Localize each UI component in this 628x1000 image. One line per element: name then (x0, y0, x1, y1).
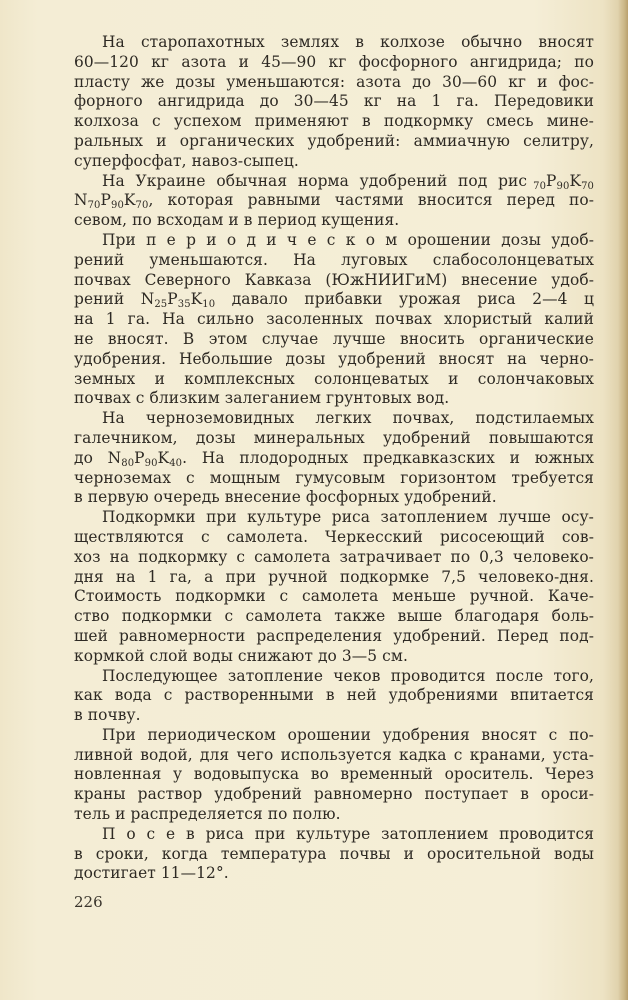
subscript: 70 (581, 180, 594, 192)
text-line (74, 389, 594, 409)
subscript: 35 (177, 299, 191, 311)
text-run: рений уменьшаются. На луговых слабосолонцеватых (74, 250, 594, 269)
text-run: земных и комплексных солонцеватых и солончаковых (74, 369, 594, 388)
text-run: ство подкормки с самолета также выше благодаря боль- (74, 607, 594, 626)
text-run: Последующее затопление чеков проводится после того, (102, 666, 594, 685)
text-run: На Украине обычная норма удобрений под рис (102, 171, 528, 190)
subscript: 90 (556, 180, 570, 192)
text-run: N (74, 191, 88, 210)
text-run: дня на 1 га, а при ручной подкормке 7,5 человеко-дня. (74, 567, 594, 586)
text-run: хоз на подкормку с самолета затрачивает по 0,3 человеко- (74, 547, 594, 566)
text-line (74, 845, 594, 865)
text-run: , которая равными частями вносится перед по- (148, 191, 594, 210)
text-run: не вносят. В этом случае лучше вносить органические (74, 329, 594, 348)
subscript: 80 (121, 457, 135, 469)
text-line (74, 548, 594, 568)
text-run: При периодическом орошении удобрения вносят с по- (102, 725, 594, 744)
text-run: суперфосфат, навоз-сыпец. (74, 151, 299, 170)
text-run: в сроки, когда температура почвы и оросительной воды (74, 844, 594, 863)
subscript: 70 (533, 180, 547, 192)
text-line (74, 429, 594, 449)
text-line (74, 310, 594, 330)
text-run: ществляются с самолета. Черкесский рисосеющий сов- (74, 527, 594, 546)
text-line (74, 112, 594, 132)
text-line (74, 825, 594, 845)
text-run: достигает 11—12°. (74, 864, 229, 883)
text-run: как вода с растворенными в ней удобрениями впитается (74, 686, 594, 705)
text-line (74, 132, 594, 152)
text-line (74, 587, 594, 607)
text-line (74, 73, 594, 93)
subscript: 90 (144, 457, 158, 469)
page-number: 226 (74, 893, 103, 911)
text-line (74, 211, 594, 231)
text-run: в первую очередь внесение фосфорных удобрений. (74, 488, 497, 507)
text-run: 60—120 кг азота и 45—90 кг фосфорного ангидрида; по (74, 52, 594, 71)
text-line (74, 627, 594, 647)
text-line (74, 785, 594, 805)
text-run: K (123, 191, 136, 210)
text-run: ральных и органических удобрений: аммиачную селитру, (74, 131, 594, 150)
text-line (74, 607, 594, 627)
text-run: P (546, 171, 557, 190)
text-run: P (134, 448, 145, 467)
text-run: шей равномерности распределения удобрений. Перед под- (74, 626, 594, 645)
text-run: севом, по всходам и в период кущения. (74, 211, 400, 230)
text-run: П о с е в риса при культуре затоплением проводится (102, 824, 594, 843)
text-line (74, 686, 594, 706)
text-run: форного ангидрида до 30—45 кг на 1 га. Передовики (74, 92, 594, 111)
text-line (74, 726, 594, 746)
text-line (74, 271, 594, 291)
subscript: 10 (202, 299, 216, 311)
text-line (74, 706, 594, 726)
text-line (74, 251, 594, 271)
text-run: на 1 га. На сильно засоленных почвах хлористый калий (74, 310, 594, 329)
text-line (74, 746, 594, 766)
text-line (74, 508, 594, 528)
text-line (74, 172, 594, 192)
subscript: 70 (87, 200, 101, 212)
text-run: новленная у водовыпуска во временный ороситель. Через (74, 765, 594, 784)
text-line (74, 152, 594, 172)
text-run: кормкой слой воды снижают до 3—5 см. (74, 646, 408, 665)
text-line (74, 488, 594, 508)
text-run: почвах с близким залеганием грунтовых вод. (74, 389, 450, 408)
text-run: рений N (74, 290, 155, 309)
text-line (74, 53, 594, 73)
text-run: давало прибавки урожая риса 2—4 ц (215, 290, 595, 309)
text-run: ливной водой, для чего используется кадка с кранами, уста- (74, 745, 594, 764)
text-run: до N (74, 448, 122, 467)
text-run: P (167, 290, 178, 309)
text-line (74, 805, 594, 825)
page-edge-shadow (618, 0, 628, 1000)
text-line (74, 469, 594, 489)
text-line (74, 350, 594, 370)
subscript: 90 (110, 200, 124, 212)
text-line (74, 191, 594, 211)
text-run: Подкормки при культуре риса затоплением лучше осу- (102, 508, 594, 527)
text-run: удобрения. Небольшие дозы удобрений вносят на черно- (74, 349, 594, 368)
text-line (74, 92, 594, 112)
text-run: колхоза с успехом применяют в подкормку смесь мине- (74, 112, 594, 131)
text-run: P (100, 191, 111, 210)
text-run: в почву. (74, 706, 141, 725)
text-run: На черноземовидных легких почвах, подстилаемых (102, 409, 594, 428)
text-run: галечником, дозы минеральных удобрений повышаются (74, 428, 594, 447)
subscript: 70 (135, 200, 149, 212)
text-line (74, 330, 594, 350)
text-line (74, 370, 594, 390)
text-line (74, 290, 594, 310)
body-text (74, 33, 594, 884)
subscript: 25 (154, 299, 168, 311)
text-line (74, 647, 594, 667)
text-line (74, 33, 594, 53)
text-run: краны раствор удобрений равномерно поступает в ороси- (74, 785, 594, 804)
text-line (74, 231, 594, 251)
text-run: K (190, 290, 203, 309)
text-run: На старопахотных землях в колхозе обычно вносят (102, 33, 594, 51)
text-line (74, 568, 594, 588)
text-line (74, 667, 594, 687)
text-run: пласту же дозы уменьшаются: азота до 30—60 кг и фос- (74, 72, 594, 91)
text-line (74, 528, 594, 548)
text-run: K (569, 171, 582, 190)
text-run: При п е р и о д и ч е с к о м орошении дозы удоб- (102, 230, 594, 249)
text-line (74, 449, 594, 469)
text-run: Стоимость подкормки с самолета меньше ручной. Каче- (74, 587, 594, 606)
text-run: почвах Северного Кавказа (ЮжНИИГиМ) внесение удоб- (74, 270, 594, 289)
text-line (74, 765, 594, 785)
subscript: 40 (169, 457, 183, 469)
text-run: черноземах с мощным гумусовым горизонтом требуется (74, 468, 594, 487)
text-line (74, 864, 594, 884)
text-run: K (157, 448, 170, 467)
text-line (74, 409, 594, 429)
text-run: тель и распределяется по полю. (74, 805, 341, 824)
text-run: . На плодородных предкавказских и южных (182, 448, 594, 467)
